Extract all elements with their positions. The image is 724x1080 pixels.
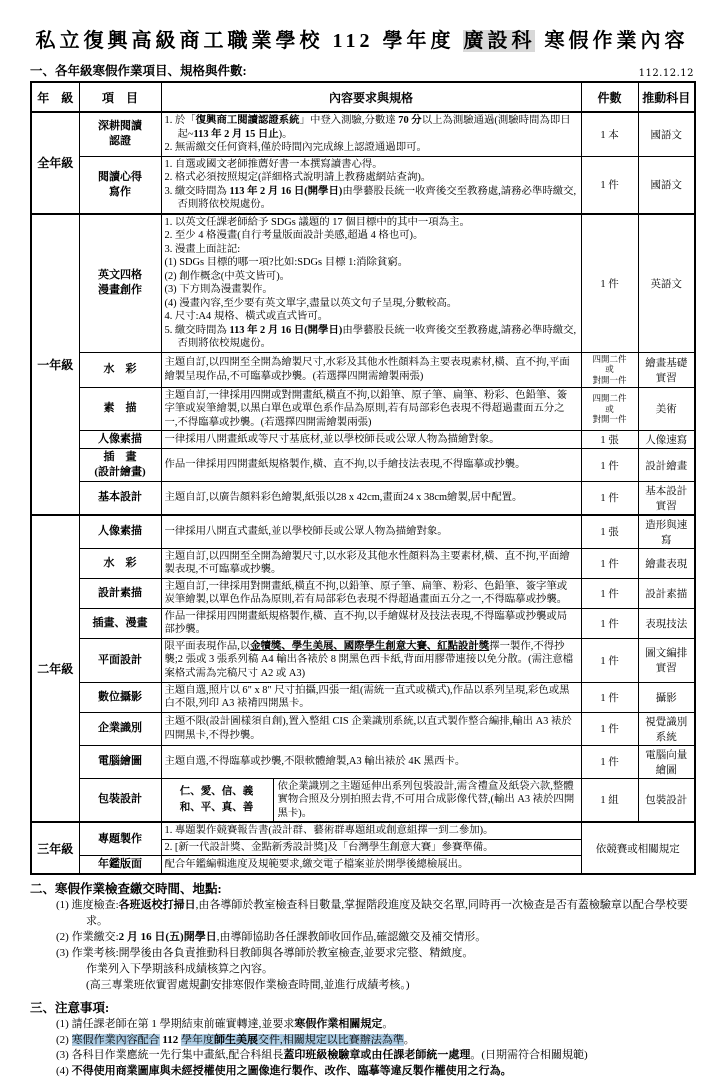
table-row [31, 431, 695, 449]
section1-header [30, 61, 694, 79]
header-cell-2: 內容要求與規格 [161, 82, 581, 112]
count-cell: 1 張 [581, 515, 638, 549]
note-item: (3) 各科目作業應統一先行集中畫紙,配合科組長蓋印班級檢驗章或由任課老師統一處理。(日期需符合相關規範) [56, 1049, 588, 1062]
item-cell: 英文四格 漫畫創作 [79, 214, 161, 353]
table-row [31, 214, 695, 353]
grade-cell: 二年級 [31, 515, 79, 822]
grade-cell: 三年級 [31, 822, 79, 874]
notes-section [30, 998, 694, 1080]
table-row [31, 515, 695, 549]
count-cell: 1 件 [581, 712, 638, 745]
count-cell: 1 本 [581, 112, 638, 156]
item-cell: 專題製作 [79, 822, 161, 856]
packaging-values: 仁、愛、信、義 和、平、真、善 [161, 779, 274, 822]
packaging-description: 依企業識別之主題延伸出系列包裝設計,需含禮盒及紙袋六款,整體實物合照及分別拍照去背,不可用合成影像代替,(輸出 A3 裱於四開黑卡)。 [277, 780, 575, 819]
content-cell: 主題自訂,一律採用四開或對開畫紙,橫直不拘,以鉛筆、原子筆、扁筆、粉彩、色鉛筆、簽字筆或炭筆繪製,以黑白單色或單色系作品為原則,若有局部彩色表現不得超過畫面五分之一,不得臨摹或抄襲。(若選擇四開需繪製兩張) [161, 387, 581, 431]
note-item: (2) 寒假作業內容配合 112 學年度師生美展交件,相關規定以比賽辦法為準。 [56, 1033, 415, 1046]
note-item: (3) 作業考核:開學後由各負責推動科目教師與各導師於教室檢查,並要求完整、精緻度。 作業列入下學期該科成績核算之內容。 (高三專業班依實習處規劃安排寒假作業檢查時間,並進行成績考核。) [56, 946, 474, 991]
count-cell: 1 件 [581, 745, 638, 778]
content-cell: 主題自訂,以四開至全開為繪製尺寸,以水彩及其他水性顏料為主要素材,橫、直不拘,平面繪製表現,不可臨摹或抄襲。 [161, 548, 581, 578]
count-cell: 1 組 [581, 778, 638, 822]
subject-cell: 攝影 [638, 682, 695, 712]
content-cell [161, 778, 581, 822]
content-cell: 主題自選,照片以 6" x 8" 尺寸拍攝,四張一組(需統一直式或橫式),作品以系列呈現,彩色或黑白不限,列印 A3 裱褙四開黑卡。 [161, 682, 581, 712]
subject-cell: 包裝設計 [638, 778, 695, 822]
table-body [31, 112, 695, 874]
subject-cell: 表現技法 [638, 608, 695, 638]
table-row [31, 778, 695, 822]
subject-cell: 造形與速寫 [638, 515, 695, 549]
content-cell: 一律採用八開直式畫紙,並以學校師長或公眾人物為描繪對象。 [161, 515, 581, 549]
header-cell-3: 件數 [581, 82, 638, 112]
header-cell-1: 項 目 [79, 82, 161, 112]
table-row [31, 112, 695, 156]
item-cell: 水 彩 [79, 352, 161, 387]
table-row [31, 352, 695, 387]
count-cell: 1 件 [581, 481, 638, 515]
header-cell-0: 年 級 [31, 82, 79, 112]
subject-cell: 國語文 [638, 112, 695, 156]
content-cell: 主題不限(設計圖樣須自創),置入整組 CIS 企業識別系統,以直式製作整合編排,輸出 A3 裱於四開黑卡,不得抄襲。 [161, 712, 581, 745]
table-head [31, 82, 695, 112]
table-row [31, 548, 695, 578]
subject-cell: 設計繪畫 [638, 449, 695, 482]
content-cell: 2. [新一代設計獎、金點新秀設計獎]及「台灣學生創意大賽」參賽準備。 [161, 839, 581, 856]
item-cell: 電腦繪圖 [79, 745, 161, 778]
count-cell: 1 件 [581, 548, 638, 578]
item-cell: 平面設計 [79, 638, 161, 682]
item-cell: 素 描 [79, 387, 161, 431]
item-cell: 插 畫 (設計繪畫) [79, 449, 161, 482]
homework-table [30, 81, 696, 875]
count-cell: 1 件 [581, 608, 638, 638]
content-cell: 作品一律採用四開畫紙規格製作,橫、直不拘,以手繪技法表現,不得臨摹或抄襲。 [161, 449, 581, 482]
subject-cell: 圖文編排實習 [638, 638, 695, 682]
count-cell: 1 件 [581, 578, 638, 608]
note-item: (4) 不得使用商業圖庫與未經授權使用之圖像進行製作、改作、臨摹等違反製作權使用之行為。 [56, 1065, 512, 1078]
notes-items [30, 1017, 694, 1080]
count-cell: 四開二件 或 對開一件 [581, 387, 638, 431]
count-cell: 1 件 [581, 638, 638, 682]
count-cell: 1 件 [581, 214, 638, 353]
item-cell: 插畫、漫畫 [79, 608, 161, 638]
content-cell: 配合年鑑編輯進度及規範要求,繳交電子檔案並於開學後總檢展出。 [161, 856, 581, 874]
count-cell: 1 件 [581, 156, 638, 214]
header-cell-4: 推動科目 [638, 82, 695, 112]
subject-cell: 設計素描 [638, 578, 695, 608]
item-cell: 人像素描 [79, 515, 161, 549]
notes-heading: 三、注意事項: [30, 1000, 110, 1015]
content-cell: 1. 專題製作競賽報告書(設計群、藝術群專題組或創意組擇一到二參加)。 [161, 822, 581, 839]
table-row [31, 822, 695, 839]
content-cell: 主題自訂,以四開至全開為繪製尺寸,水彩及其他水性顏料為主要表現素材,橫、直不拘,平面繪製呈現作品,不可臨摹或抄襲。(若選擇四開需繪製兩張) [161, 352, 581, 387]
item-cell: 數位攝影 [79, 682, 161, 712]
table-row [31, 608, 695, 638]
subject-cell: 繪畫表現 [638, 548, 695, 578]
item-cell: 人像素描 [79, 431, 161, 449]
document-date: 112.12.12 [638, 68, 694, 79]
count-cell: 1 件 [581, 449, 638, 482]
table-row [31, 745, 695, 778]
grade-cell: 全年級 [31, 112, 79, 214]
item-cell: 年鑑版面 [79, 856, 161, 874]
content-cell: 限平面表現作品,以金犢獎、學生美展、國際學生創意大賽、紅點設計獎擇一製作,不得抄襲;2 張或 3 張系列稿 A4 輸出各裱於 8 開黑色西卡紙,背面用膠帶連接以免分散。(需注意檔案格式需為完稿尺寸 A2 或 A3) [161, 638, 581, 682]
table-row [31, 578, 695, 608]
content-cell: 主題自訂,一律採用對開畫紙,橫直不拘,以鉛筆、原子筆、扁筆、粉彩、色鉛筆、簽字筆或炭筆繪製,以單色作品為原則,若有局部彩色表現不得超過畫面五分之一,不得臨摹或抄襲。 [161, 578, 581, 608]
content-cell: 一律採用八開畫紙或等尺寸基底材,並以學校師長或公眾人物為描繪對象。 [161, 431, 581, 449]
table-row [31, 156, 695, 214]
content-cell: 1. 以英文任課老師給予 SDGs 議題的 17 個目標中的其中一項為主。 2. 至少 4 格漫畫(自行考量版面設計美感,超過 4 格也可)。 3. 漫畫上面註記: (1) SDGs 目標的哪一項?比如:SDGs 目標 1:消除貧窮。 (2) 創作概念(中英文皆可)。 (3) 下方則為漫畫製作。 (4) 漫畫內容,至少要有英文單字,盡量以英文句子呈現,分數較高。 4. 尺寸:A4 規格、橫式或直式皆可。 5. 繳交時間為 113 年 2 月 16 日(開學日)由學藝股長統一收齊後交至教務處,請務必準時繳交,否則將依校規處份。 [161, 214, 581, 353]
section1-heading: 一、各年級寒假作業項目、規格與件數: [30, 64, 247, 78]
item-cell: 設計素描 [79, 578, 161, 608]
subject-cell: 國語文 [638, 156, 695, 214]
note-item: (2) 作業繳交:2 月 16 日(五)開學日,由導師協助各任課教師收回作品,確認繳交及補交情形。 [56, 930, 487, 943]
item-cell: 包裝設計 [79, 778, 161, 822]
subject-cell: 繪畫基礎實習 [638, 352, 695, 387]
item-cell: 基本設計 [79, 481, 161, 515]
count-cell: 四開二件 或 對開一件 [581, 352, 638, 387]
submission-heading: 二、寒假作業檢查繳交時間、地點: [30, 881, 222, 896]
note-item: (1) 進度檢查:各班返校打掃日,由各導師於教室檢查科目數量,掌握階段進度及缺交名單,同時再一次檢查是否有蓋檢驗章以配合學校要求。 [56, 898, 688, 927]
submission-items [30, 898, 694, 994]
table-row [31, 449, 695, 482]
table-row [31, 387, 695, 431]
subject-cell: 電腦向量繪圖 [638, 745, 695, 778]
page-title: 私立復興高級商工職業學校 112 學年度 廣設科 寒假作業內容 [35, 30, 689, 52]
table-row [31, 481, 695, 515]
subject-cell: 基本設計實習 [638, 481, 695, 515]
item-cell: 企業識別 [79, 712, 161, 745]
table-row [31, 712, 695, 745]
content-cell: 主題自訂,以廣告顏料彩色繪製,紙張以28 x 42cm,畫面24 x 38cm繪製,居中配置。 [161, 481, 581, 515]
subject-cell: 人像速寫 [638, 431, 695, 449]
content-cell: 作品一律採用四開畫紙規格製作,橫、直不拘,以手繪媒材及技法表現,不得臨摹或抄襲或局部抄襲。 [161, 608, 581, 638]
content-cell: 1. 自選或國文老師推薦好書一本撰寫讀書心得。 2. 格式必須按照規定(詳細格式說明請上教務處網站查詢)。 3. 繳交時間為 113 年 2 月 16 日(開學日)由學藝股長統一收齊後交至教務處,請務必準時繳交,否則將依校規處份。 [161, 156, 581, 214]
subject-cell: 美術 [638, 387, 695, 431]
subject-cell: 英語文 [638, 214, 695, 353]
item-cell: 閱讀心得 寫作 [79, 156, 161, 214]
item-cell: 深耕閱讀 認證 [79, 112, 161, 156]
submission-section [30, 879, 694, 994]
count-cell: 1 件 [581, 682, 638, 712]
item-cell: 水 彩 [79, 548, 161, 578]
merged-note-cell: 依競賽或相關規定 [581, 822, 695, 874]
content-cell: 主題自選,不得臨摹或抄襲,不限軟體繪製,A3 輸出裱於 4K 黑西卡。 [161, 745, 581, 778]
content-cell: 1. 於「復興商工閱讀認證系統」中登入測驗,分數達 70 分以上為測驗通過(測驗時間為即日起~113 年 2 月 15 日止)。 2. 無需繳交任何資料,僅於時間內完成線上認證通過即可。 [161, 112, 581, 156]
grade-cell: 一年級 [31, 214, 79, 515]
note-item: (1) 請任課老師在第 1 學期結束前確實轉達,並要求寒假作業相關規定。 [56, 1017, 394, 1030]
count-cell: 1 張 [581, 431, 638, 449]
table-row [31, 682, 695, 712]
table-row [31, 638, 695, 682]
subject-cell: 視覺識別系統 [638, 712, 695, 745]
